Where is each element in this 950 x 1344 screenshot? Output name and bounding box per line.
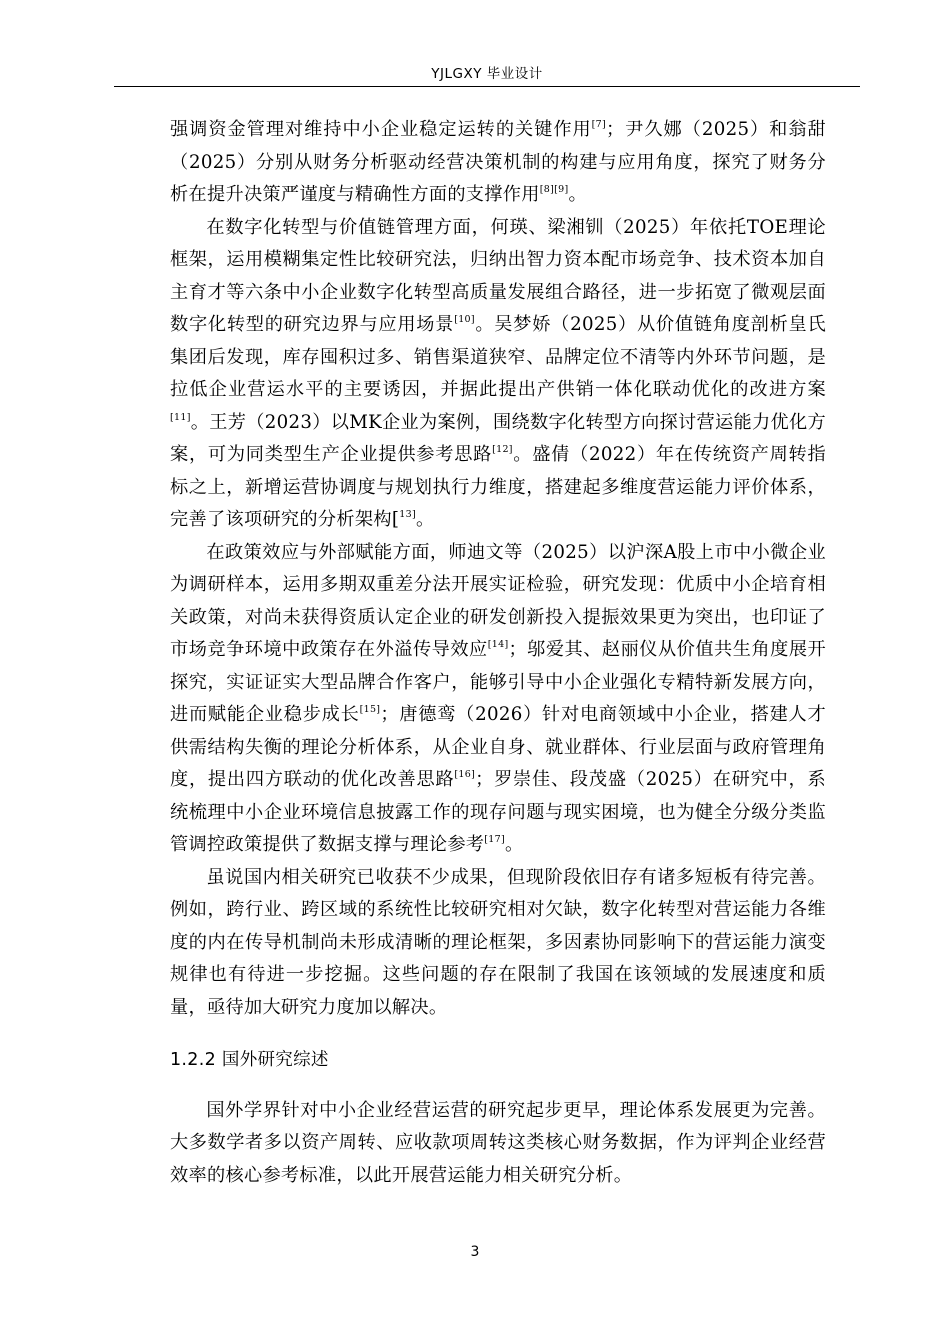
citation-marker: [16] <box>454 769 476 780</box>
text-run: 。王芳（2023）以MK企业为案例，围绕数字化转型方向探讨营运能力优化方案，可为同类型生产企业提供参考思路 <box>170 411 826 465</box>
citation-marker: [8][9] <box>539 184 569 195</box>
text-run: 。 <box>415 509 435 530</box>
text-run: 在数字化转型与价值链管理方面，何瑛、梁湘钏（2025）年依托TOE理论框架，运用模糊集定性比较研究法，归纳出智力资本配市场竞争、技术资本加自主育才等六条中小企业数字化转型高质量发展组合路径，进一步拓宽了微观层面数字化转型的研究边界与应用场景 <box>170 216 826 335</box>
text-run: 。盛倩（2022）年在传统资产周转指标之上，新增运营协调度与规划执行力维度，搭建起多维度营运能力评价体系，完善了该项研究的分析架构[ <box>170 444 826 530</box>
citation-marker: [10] <box>454 314 475 325</box>
citation-marker: [17] <box>484 834 505 845</box>
text-run: 。 <box>505 834 524 855</box>
citation-marker: [15] <box>359 704 381 715</box>
page-number: 3 <box>470 1244 480 1260</box>
text-run: 。吴梦娇（2025）从价值链角度剖析皇氏集团后发现，库存囤积过多、销售渠道狭窄、品牌定位不清等内外环节问题，是拉低企业营运水平的主要诱因，并据此提出产供销一体化联动优化的改进方案 <box>170 314 826 400</box>
citation-marker: [14] <box>487 639 509 650</box>
text-run: ；罗崇佳、段茂盛（2025）在研究中，系统梳理中小企业环境信息披露工作的现存问题与现实困境，也为健全分级分类监管调控政策提供了数据支撑与理论参考 <box>170 769 826 855</box>
text-run: ；唐德鸾（2026）针对电商领域中小企业，搭建人才供需结构失衡的理论分析体系，从企业自身、就业群体、行业层面与政府管理角度，提出四方联动的优化改善思路 <box>170 704 826 790</box>
citation-marker: [11] <box>170 411 191 423</box>
paragraph-5 <box>170 1095 826 1193</box>
paragraph-4 <box>170 862 826 1025</box>
text-run: 国外学界针对中小企业经营运营的研究起步更早，理论体系发展更为完善。大多数学者多以资产周转、应收款项周转这类核心财务数据，作为评判企业经营效率的核心参考标准，以此开展营运能力相关研究分析。 <box>170 1099 826 1186</box>
paragraph-1 <box>170 114 826 212</box>
text-run: 虽说国内相关研究已收获不少成果，但现阶段依旧存有诸多短板有待完善。例如，跨行业、跨区域的系统性比较研究相对欠缺，数字化转型对营运能力各维度的内在传导机制尚未形成清晰的理论框架，多因素协同影响下的营运能力演变规律也有待进一步挖掘。这些问题的存在限制了我国在该领域的发展速度和质量，亟待加大研究力度加以解决。 <box>170 866 826 1018</box>
paragraph-3 <box>170 537 826 862</box>
header-rule <box>114 86 860 87</box>
citation-marker: [12] <box>492 444 513 455</box>
text-run: 。 <box>568 184 587 205</box>
text-run: ；尹久娜（2025）和翁甜（2025）分别从财务分析驱动经营决策机制的构建与应用角度，探究了财务分析在提升决策严谨度与精确性方面的支撑作用 <box>170 119 826 205</box>
page-header: YJLGXY 毕业设计 <box>431 66 543 82</box>
text-run: 强调资金管理对维持中小企业稳定运转的关键作用 <box>170 119 592 140</box>
document-body <box>170 114 826 1192</box>
section-heading: 1.2.2 国外研究综述 <box>170 1050 329 1070</box>
citation-marker: [7] <box>591 119 607 130</box>
paragraph-2 <box>170 212 826 537</box>
text-run: 在政策效应与外部赋能方面，师迪文等（2025）以沪深A股上市中小微企业为调研样本，运用多期双重差分法开展实证检验，研究发现：优质中小企培育相关政策，对尚未获得资质认定企业的研发创新投入提振效果更为突出，也印证了市场竞争环境中政策存在外溢传导效应 <box>170 541 826 660</box>
citation-marker: 13] <box>399 509 416 520</box>
text-run: ；邬爱其、赵丽仪从价值共生角度展开探究，实证证实大型品牌合作客户，能够引导中小企业强化专精特新发展方向，进而赋能企业稳步成长 <box>170 639 826 725</box>
